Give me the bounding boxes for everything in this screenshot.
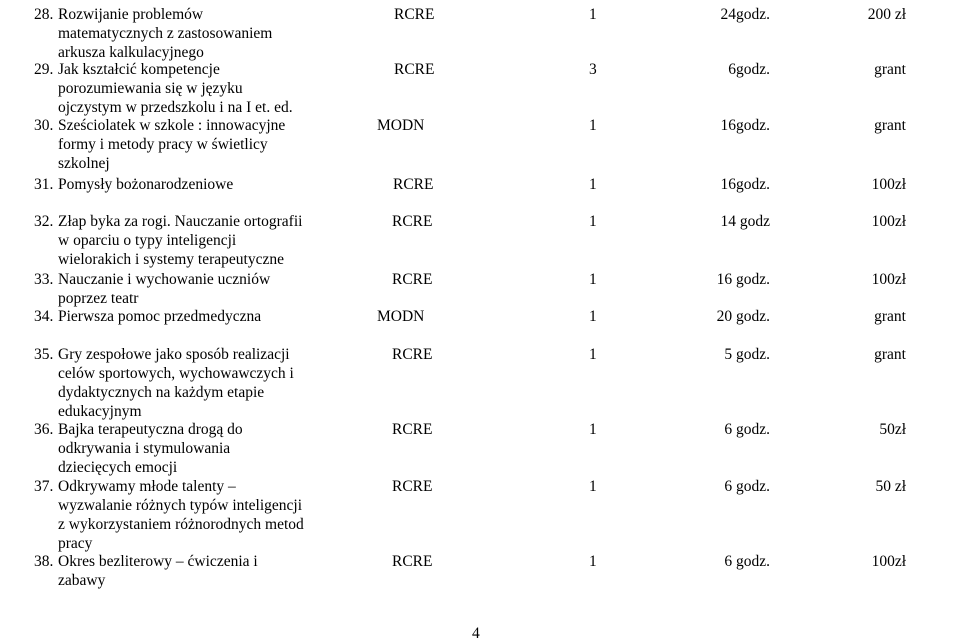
entry-count: 3 — [589, 61, 597, 78]
entry-title: Odkrywamy młode talenty – wyzwalanie różnych typów inteligencji z wykorzystaniem różnorodnych metod pracy — [58, 478, 304, 552]
entry-title: Bajka terapeutyczna drogą do odkrywania i stymulowania dziecięcych emocji — [58, 421, 243, 476]
entry-code: RCRE — [394, 61, 435, 78]
page-number: 4 — [472, 625, 480, 642]
entry-code: RCRE — [392, 213, 433, 230]
entry-title: Jak kształcić kompetencje porozumiewania się w języku ojczystym w przedszkolu i na I et. ed. — [58, 61, 293, 116]
entry-code: MODN — [377, 308, 425, 325]
entry-title: Sześciolatek w szkole : innowacyjne formy i metody pracy w świetlicy szkolnej — [58, 117, 286, 172]
entry-price: grant — [874, 346, 906, 363]
entry-price: 200 zł — [867, 6, 906, 23]
entry-hours: 16godz. — [720, 117, 770, 134]
entry-number: 35. — [34, 346, 54, 363]
entry-price: 50zł — [879, 421, 906, 438]
entry-count: 1 — [589, 176, 597, 193]
entry-hours: 6godz. — [728, 61, 770, 78]
entry-price: grant — [874, 308, 906, 325]
entry-price: 100zł — [871, 553, 906, 570]
entry-count: 1 — [589, 117, 597, 134]
entry-code: RCRE — [392, 421, 433, 438]
entry-title: Rozwijanie problemów matematycznych z zastosowaniem arkusza kalkulacyjnego — [58, 6, 273, 61]
entry-number: 38. — [34, 553, 54, 570]
entry-code: MODN — [377, 117, 425, 134]
entry-count: 1 — [589, 213, 597, 230]
entry-number: 28. — [34, 6, 54, 23]
entry-number: 34. — [34, 308, 54, 325]
entry-title: Nauczanie i wychowanie uczniów poprzez teatr — [58, 271, 271, 307]
entry-price: grant — [874, 61, 906, 78]
entry-code: RCRE — [392, 271, 433, 288]
entry-hours: 6 godz. — [724, 478, 770, 495]
entry-number: 29. — [34, 61, 54, 78]
entry-count: 1 — [589, 346, 597, 363]
entry-number: 32. — [34, 213, 54, 230]
entry-hours: 5 godz. — [724, 346, 770, 363]
entry-price: 50 zł — [875, 478, 906, 495]
entry-code: RCRE — [393, 176, 434, 193]
entry-number: 37. — [34, 478, 54, 495]
entry-count: 1 — [589, 6, 597, 23]
entry-code: RCRE — [392, 553, 433, 570]
entry-title: Pierwsza pomoc przedmedyczna — [58, 308, 262, 325]
entry-price: 100zł — [871, 213, 906, 230]
entry-code: RCRE — [394, 6, 435, 23]
entry-hours: 24godz. — [720, 6, 770, 23]
entry-title: Gry zespołowe jako sposób realizacji celów sportowych, wychowawczych i dydaktycznych na każdym etapie edukacyjnym — [58, 346, 294, 420]
entry-hours: 16godz. — [720, 176, 770, 193]
entry-count: 1 — [589, 478, 597, 495]
entry-count: 1 — [589, 553, 597, 570]
entry-number: 30. — [34, 117, 54, 134]
entry-count: 1 — [589, 421, 597, 438]
entry-number: 33. — [34, 271, 54, 288]
entry-count: 1 — [589, 308, 597, 325]
entry-code: RCRE — [392, 346, 433, 363]
entry-price: grant — [874, 117, 906, 134]
entry-title: Złap byka za rogi. Nauczanie ortografii w oparciu o typy inteligencji wielorakich i systemy terapeutyczne — [58, 213, 303, 268]
entry-count: 1 — [589, 271, 597, 288]
entry-price: 100zł — [871, 176, 906, 193]
entry-hours: 14 godz — [720, 213, 770, 230]
entry-number: 36. — [34, 421, 54, 438]
entry-price: 100zł — [871, 271, 906, 288]
entry-hours: 20 godz. — [716, 308, 770, 325]
entry-number: 31. — [34, 176, 54, 193]
entry-title: Pomysły bożonarodzeniowe — [58, 176, 234, 193]
entry-hours: 6 godz. — [724, 421, 770, 438]
entry-hours: 16 godz. — [716, 271, 770, 288]
entry-hours: 6 godz. — [724, 553, 770, 570]
entry-code: RCRE — [392, 478, 433, 495]
entry-title: Okres bezliterowy – ćwiczenia i zabawy — [58, 553, 258, 589]
